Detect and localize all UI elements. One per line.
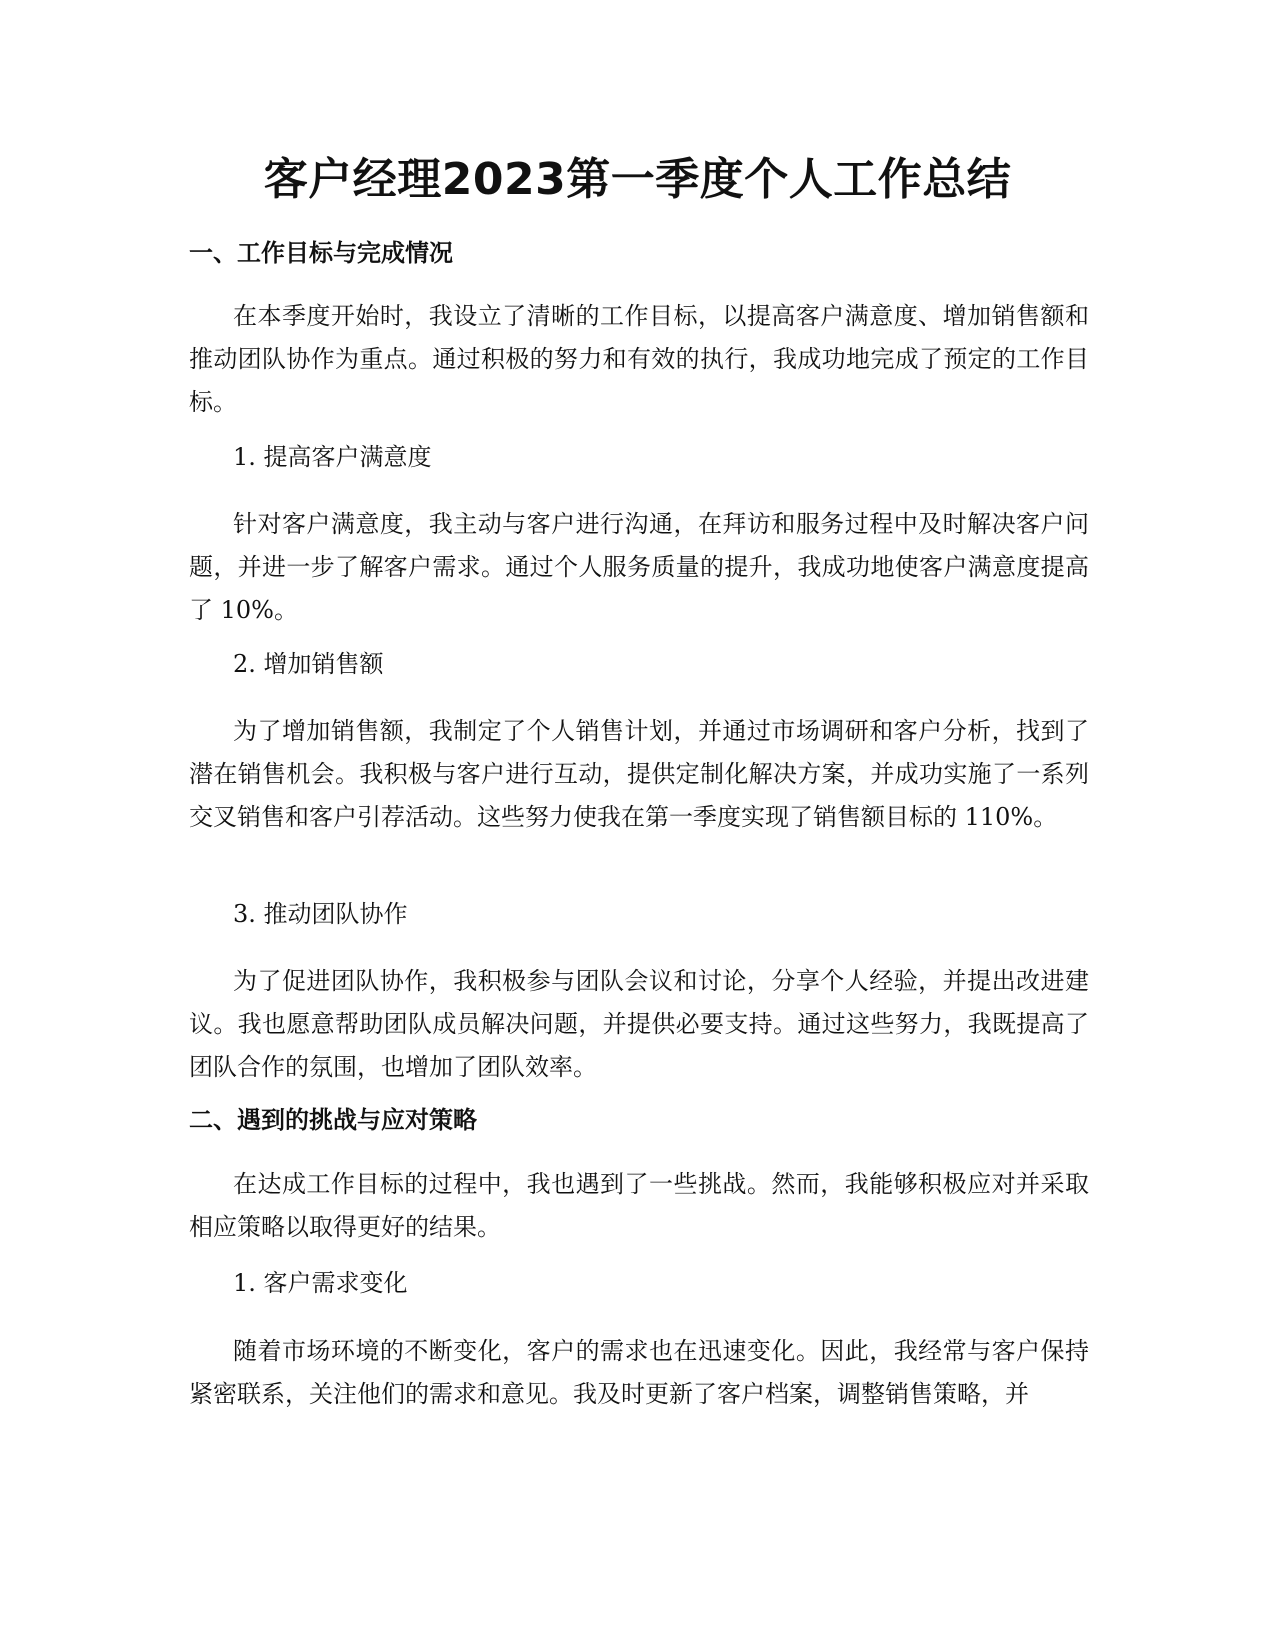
section-heading-challenges: 二、遇到的挑战与应对策略 [189,1106,477,1134]
paragraph-challenges-intro: 在达成工作目标的过程中，我也遇到了一些挑战。然而，我能够积极应对并采取相应策略以取得更好的结果。 [189,1170,1089,1241]
list-item-title-satisfaction: 1. 提高客户满意度 [233,443,432,471]
paragraph-goals-intro: 在本季度开始时，我设立了清晰的工作目标，以提高客户满意度、增加销售额和推动团队协作为重点。通过积极的努力和有效的执行，我成功地完成了预定的工作目标。 [189,302,1089,416]
list-item-title-demand-change: 1. 客户需求变化 [233,1269,408,1297]
list-item-title-sales: 2. 增加销售额 [233,650,384,678]
list-item-title-teamwork: 3. 推动团队协作 [233,900,408,928]
section-heading-goals: 一、工作目标与完成情况 [189,239,453,267]
paragraph-teamwork: 为了促进团队协作，我积极参与团队会议和讨论，分享个人经验，并提出改进建议。我也愿意帮助团队成员解决问题，并提供必要支持。通过这些努力，我既提高了团队合作的氛围，也增加了团队效率。 [189,967,1089,1081]
document-title: 客户经理2023第一季度个人工作总结 [263,154,1012,205]
paragraph-satisfaction: 针对客户满意度，我主动与客户进行沟通，在拜访和服务过程中及时解决客户问题，并进一步了解客户需求。通过个人服务质量的提升，我成功地使客户满意度提高了 10%。 [189,510,1089,624]
paragraph-sales: 为了增加销售额，我制定了个人销售计划，并通过市场调研和客户分析，找到了潜在销售机会。我积极与客户进行互动，提供定制化解决方案，并成功实施了一系列交叉销售和客户引荐活动。这些努力使我在第一季度实现了销售额目标的 110%。 [189,717,1089,831]
paragraph-demand-change: 随着市场环境的不断变化，客户的需求也在迅速变化。因此，我经常与客户保持紧密联系，关注他们的需求和意见。我及时更新了客户档案，调整销售策略，并 [189,1337,1089,1408]
